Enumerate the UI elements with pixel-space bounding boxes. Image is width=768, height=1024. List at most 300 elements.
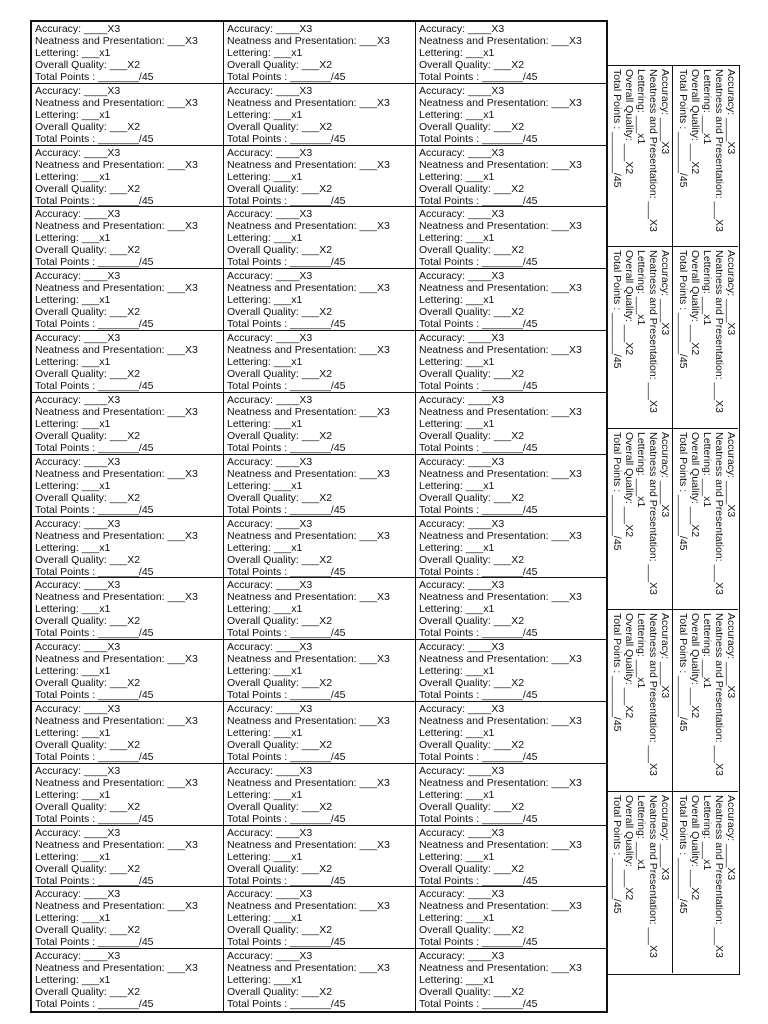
score-card: [32, 146, 224, 208]
overall-quality-line: Overall Quality: ___X2: [419, 491, 525, 504]
neatness-line: Neatness and Presentation: ___X3: [227, 405, 390, 418]
lettering-line: Lettering: ___x1: [419, 108, 495, 121]
neatness-line: Neatness and Presentation: ___X3: [713, 250, 725, 414]
accuracy-line: Accuracy: ____X3: [725, 431, 737, 518]
score-card: [224, 949, 416, 1011]
accuracy-line: Accuracy: ____X3: [35, 270, 121, 283]
score-card: [32, 702, 224, 764]
score-card: [416, 84, 606, 146]
lettering-line: Lettering: ___x1: [227, 356, 303, 369]
neatness-line: Neatness and Presentation: ___X3: [647, 250, 659, 414]
rotated-card-block: [607, 610, 738, 791]
overall-quality-line: Overall Quality: ___X2: [227, 368, 333, 381]
overall-quality-line: Overall Quality: ___X2: [35, 738, 141, 751]
lettering-line: Lettering: ___x1: [419, 603, 495, 616]
neatness-line: Neatness and Presentation: ___X3: [35, 776, 198, 789]
accuracy-line: Accuracy: ____X3: [419, 641, 505, 654]
lettering-line: Lettering: ___x1: [35, 541, 111, 554]
overall-quality-line: Overall Quality: ___X2: [419, 615, 525, 628]
total-points-line: Total Points : _______/45: [227, 874, 346, 887]
neatness-line: Neatness and Presentation: ___X3: [227, 529, 390, 542]
accuracy-line: Accuracy: ____X3: [419, 950, 505, 963]
score-card: [224, 207, 416, 269]
accuracy-line: Accuracy: ____X3: [35, 84, 121, 97]
total-points-line: Total Points : _______/45: [227, 71, 346, 83]
score-card: [224, 331, 416, 393]
overall-quality-line: Overall Quality: ___X2: [227, 306, 333, 319]
score-card: [224, 146, 416, 208]
overall-quality-line: Overall Quality: ___X2: [227, 862, 333, 875]
overall-quality-line: Overall Quality: ___X2: [419, 306, 525, 319]
score-card: [32, 455, 224, 517]
neatness-line: Neatness and Presentation: ___X3: [713, 613, 725, 777]
total-points-line: Total Points : _______/45: [35, 936, 154, 949]
lettering-line: Lettering: ___x1: [227, 788, 303, 801]
total-points-line: Total Points : _______/45: [611, 250, 623, 369]
lettering-line: Lettering: ___x1: [227, 665, 303, 678]
lettering-line: Lettering: ___x1: [227, 479, 303, 492]
overall-quality-line: Overall Quality: ___X2: [227, 553, 333, 566]
score-card: [224, 269, 416, 331]
lettering-line: Lettering: ___x1: [35, 417, 111, 430]
total-points-line: Total Points : _______/45: [227, 936, 346, 949]
accuracy-line: Accuracy: ____X3: [419, 393, 505, 406]
neatness-line: Neatness and Presentation: ___X3: [35, 282, 198, 295]
lettering-line: Lettering: ___x1: [227, 850, 303, 863]
neatness-line: Neatness and Presentation: ___X3: [227, 220, 390, 233]
neatness-line: Neatness and Presentation: ___X3: [227, 714, 390, 727]
score-card: [416, 826, 606, 888]
accuracy-line: Accuracy: ____X3: [35, 208, 121, 221]
accuracy-line: Accuracy: ____X3: [659, 431, 671, 518]
total-points-line: Total Points : _______/45: [419, 194, 538, 207]
lettering-line: Lettering: ___x1: [35, 603, 111, 616]
total-points-line: Total Points : _______/45: [419, 380, 538, 393]
neatness-line: Neatness and Presentation: ___X3: [227, 653, 390, 666]
total-points-line: Total Points : _______/45: [419, 874, 538, 887]
lettering-line: Lettering: ___x1: [419, 356, 495, 369]
lettering-line: Lettering: ___x1: [35, 726, 111, 739]
neatness-line: Neatness and Presentation: ___X3: [35, 591, 198, 604]
score-card: [224, 578, 416, 640]
neatness-line: Neatness and Presentation: ___X3: [419, 344, 582, 357]
accuracy-line: Accuracy: ____X3: [419, 517, 505, 530]
lettering-line: Lettering: ___x1: [227, 170, 303, 183]
accuracy-line: Accuracy: ____X3: [659, 613, 671, 699]
lettering-line: Lettering: ___x1: [419, 232, 495, 245]
score-card: [416, 949, 606, 1011]
rotated-score-card: [672, 610, 739, 790]
neatness-line: Neatness and Presentation: ___X3: [647, 431, 659, 595]
score-card: [416, 22, 606, 84]
lettering-line: Lettering: ___x1: [35, 232, 111, 245]
total-points-line: Total Points : _______/45: [677, 613, 689, 732]
accuracy-line: Accuracy: ____X3: [35, 455, 121, 468]
neatness-line: Neatness and Presentation: ___X3: [35, 96, 198, 109]
neatness-line: Neatness and Presentation: ___X3: [35, 900, 198, 913]
lettering-line: Lettering: ___x1: [419, 47, 495, 59]
score-card: [32, 764, 224, 826]
rotated-score-card: [672, 247, 739, 427]
rotated-card-block: [607, 792, 738, 973]
accuracy-line: Accuracy: ____X3: [35, 826, 121, 839]
total-points-line: Total Points : _______/45: [35, 503, 154, 516]
total-points-line: Total Points : _______/45: [35, 812, 154, 825]
overall-quality-line: Overall Quality: ___X2: [35, 553, 141, 566]
neatness-line: Neatness and Presentation: ___X3: [419, 776, 582, 789]
lettering-line: Lettering: ___x1: [35, 479, 111, 492]
score-card: [32, 887, 224, 949]
score-card: [32, 949, 224, 1011]
score-card: [416, 331, 606, 393]
score-card: [224, 22, 416, 84]
total-points-line: Total Points : _______/45: [611, 794, 623, 914]
overall-quality-line: Overall Quality: ___X2: [623, 431, 635, 537]
lettering-line: Lettering: ___x1: [227, 974, 303, 987]
overall-quality-line: Overall Quality: ___X2: [227, 677, 333, 690]
rotated-score-card: [607, 792, 673, 973]
accuracy-line: Accuracy: ____X3: [35, 950, 121, 963]
overall-quality-line: Overall Quality: ___X2: [623, 794, 635, 900]
total-points-line: Total Points : _______/45: [227, 380, 346, 393]
rotated-score-card: [607, 247, 673, 427]
score-card: [32, 331, 224, 393]
overall-quality-line: Overall Quality: ___X2: [419, 244, 525, 257]
overall-quality-line: Overall Quality: ___X2: [227, 491, 333, 504]
score-card: [32, 22, 224, 84]
accuracy-line: Accuracy: ____X3: [227, 393, 313, 406]
total-points-line: Total Points : _______/45: [419, 689, 538, 702]
neatness-line: Neatness and Presentation: ___X3: [419, 653, 582, 666]
total-points-line: Total Points : _______/45: [35, 627, 154, 640]
lettering-line: Lettering: ___x1: [635, 250, 647, 326]
lettering-line: Lettering: ___x1: [35, 170, 111, 183]
total-points-line: Total Points : _______/45: [419, 318, 538, 331]
score-card: [416, 455, 606, 517]
total-points-line: Total Points : _______/45: [227, 503, 346, 516]
score-card: [224, 455, 416, 517]
accuracy-line: Accuracy: ____X3: [35, 702, 121, 715]
total-points-line: Total Points : _______/45: [677, 250, 689, 369]
neatness-line: Neatness and Presentation: ___X3: [227, 35, 390, 47]
neatness-line: Neatness and Presentation: ___X3: [419, 96, 582, 109]
neatness-line: Neatness and Presentation: ___X3: [227, 467, 390, 480]
accuracy-line: Accuracy: ____X3: [35, 393, 121, 406]
accuracy-line: Accuracy: ____X3: [659, 69, 671, 155]
total-points-line: Total Points : _______/45: [35, 750, 154, 763]
overall-quality-line: Overall Quality: ___X2: [35, 306, 141, 319]
overall-quality-line: Overall Quality: ___X2: [35, 800, 141, 813]
accuracy-line: Accuracy: ____X3: [35, 146, 121, 159]
lettering-line: Lettering: ___x1: [227, 47, 303, 59]
lettering-line: Lettering: ___x1: [35, 788, 111, 801]
score-card: [416, 702, 606, 764]
lettering-line: Lettering: ___x1: [227, 726, 303, 739]
overall-quality-line: Overall Quality: ___X2: [35, 120, 141, 133]
accuracy-line: Accuracy: ____X3: [227, 84, 313, 97]
neatness-line: Neatness and Presentation: ___X3: [227, 962, 390, 975]
total-points-line: Total Points : _______/45: [419, 936, 538, 949]
overall-quality-line: Overall Quality: ___X2: [419, 862, 525, 875]
neatness-line: Neatness and Presentation: ___X3: [647, 794, 659, 958]
rotated-score-card: [672, 429, 739, 609]
total-points-line: Total Points : _______/45: [35, 194, 154, 207]
score-card: [416, 764, 606, 826]
overall-quality-line: Overall Quality: ___X2: [419, 59, 525, 71]
neatness-line: Neatness and Presentation: ___X3: [35, 344, 198, 357]
total-points-line: Total Points : _______/45: [227, 441, 346, 454]
neatness-line: Neatness and Presentation: ___X3: [419, 220, 582, 233]
rotated-card-block: [607, 429, 738, 610]
lettering-line: Lettering: ___x1: [227, 232, 303, 245]
score-card: [32, 826, 224, 888]
accuracy-line: Accuracy: ____X3: [725, 613, 737, 699]
accuracy-line: Accuracy: ____X3: [725, 250, 737, 336]
overall-quality-line: Overall Quality: ___X2: [227, 429, 333, 442]
total-points-line: Total Points : _______/45: [611, 69, 623, 188]
accuracy-line: Accuracy: ____X3: [35, 332, 121, 345]
accuracy-line: Accuracy: ____X3: [35, 517, 121, 530]
lettering-line: Lettering: ___x1: [419, 850, 495, 863]
total-points-line: Total Points : _______/45: [35, 565, 154, 578]
score-card: [32, 517, 224, 579]
neatness-line: Neatness and Presentation: ___X3: [227, 282, 390, 295]
score-card: [416, 269, 606, 331]
accuracy-line: Accuracy: ____X3: [419, 455, 505, 468]
neatness-line: Neatness and Presentation: ___X3: [713, 794, 725, 958]
neatness-line: Neatness and Presentation: ___X3: [419, 282, 582, 295]
overall-quality-line: Overall Quality: ___X2: [227, 244, 333, 257]
overall-quality-line: Overall Quality: ___X2: [419, 924, 525, 937]
overall-quality-line: Overall Quality: ___X2: [623, 69, 635, 175]
score-card: [32, 207, 224, 269]
overall-quality-line: Overall Quality: ___X2: [689, 431, 701, 537]
overall-quality-line: Overall Quality: ___X2: [689, 794, 701, 900]
overall-quality-line: Overall Quality: ___X2: [35, 986, 141, 999]
accuracy-line: Accuracy: ____X3: [227, 641, 313, 654]
accuracy-line: Accuracy: ____X3: [419, 332, 505, 345]
lettering-line: Lettering: ___x1: [227, 541, 303, 554]
overall-quality-line: Overall Quality: ___X2: [227, 924, 333, 937]
overall-quality-line: Overall Quality: ___X2: [689, 613, 701, 719]
neatness-line: Neatness and Presentation: ___X3: [647, 613, 659, 777]
rotated-score-card: [672, 66, 739, 246]
neatness-line: Neatness and Presentation: ___X3: [419, 962, 582, 975]
overall-quality-line: Overall Quality: ___X2: [623, 250, 635, 356]
total-points-line: Total Points : _______/45: [227, 194, 346, 207]
total-points-line: Total Points : _______/45: [419, 441, 538, 454]
lettering-line: Lettering: ___x1: [227, 912, 303, 925]
score-card: [416, 578, 606, 640]
accuracy-line: Accuracy: ____X3: [227, 146, 313, 159]
score-card-grid: [30, 20, 608, 1013]
overall-quality-line: Overall Quality: ___X2: [35, 862, 141, 875]
accuracy-line: Accuracy: ____X3: [659, 794, 671, 880]
overall-quality-line: Overall Quality: ___X2: [227, 800, 333, 813]
rotated-card-block: [607, 66, 738, 247]
accuracy-line: Accuracy: ____X3: [35, 641, 121, 654]
overall-quality-line: Overall Quality: ___X2: [419, 553, 525, 566]
score-card: [224, 764, 416, 826]
score-card: [224, 84, 416, 146]
lettering-line: Lettering: ___x1: [35, 665, 111, 678]
total-points-line: Total Points : _______/45: [35, 998, 154, 1011]
overall-quality-line: Overall Quality: ___X2: [35, 368, 141, 381]
score-card: [32, 84, 224, 146]
total-points-line: Total Points : _______/45: [227, 812, 346, 825]
score-card: [224, 887, 416, 949]
accuracy-line: Accuracy: ____X3: [419, 888, 505, 901]
rotated-score-card: [672, 792, 739, 973]
total-points-line: Total Points : _______/45: [227, 998, 346, 1011]
overall-quality-line: Overall Quality: ___X2: [419, 182, 525, 195]
accuracy-line: Accuracy: ____X3: [227, 579, 313, 592]
lettering-line: Lettering: ___x1: [701, 250, 713, 326]
neatness-line: Neatness and Presentation: ___X3: [419, 529, 582, 542]
overall-quality-line: Overall Quality: ___X2: [227, 120, 333, 133]
score-card: [416, 393, 606, 455]
total-points-line: Total Points : _______/45: [419, 812, 538, 825]
lettering-line: Lettering: ___x1: [419, 665, 495, 678]
total-points-line: Total Points : _______/45: [227, 689, 346, 702]
score-card: [32, 578, 224, 640]
rotated-score-card-strip: [606, 65, 740, 975]
neatness-line: Neatness and Presentation: ___X3: [35, 220, 198, 233]
accuracy-line: Accuracy: ____X3: [419, 146, 505, 159]
lettering-line: Lettering: ___x1: [35, 912, 111, 925]
overall-quality-line: Overall Quality: ___X2: [35, 677, 141, 690]
accuracy-line: Accuracy: ____X3: [227, 764, 313, 777]
total-points-line: Total Points : _______/45: [419, 627, 538, 640]
total-points-line: Total Points : _______/45: [35, 689, 154, 702]
overall-quality-line: Overall Quality: ___X2: [35, 59, 141, 71]
accuracy-line: Accuracy: ____X3: [419, 764, 505, 777]
score-card: [224, 640, 416, 702]
accuracy-line: Accuracy: ____X3: [227, 888, 313, 901]
total-points-line: Total Points : _______/45: [35, 132, 154, 145]
neatness-line: Neatness and Presentation: ___X3: [419, 405, 582, 418]
overall-quality-line: Overall Quality: ___X2: [689, 69, 701, 175]
score-card: [224, 393, 416, 455]
lettering-line: Lettering: ___x1: [701, 431, 713, 508]
accuracy-line: Accuracy: ____X3: [227, 950, 313, 963]
score-card: [32, 269, 224, 331]
total-points-line: Total Points : _______/45: [35, 380, 154, 393]
total-points-line: Total Points : _______/45: [227, 565, 346, 578]
accuracy-line: Accuracy: ____X3: [227, 270, 313, 283]
accuracy-line: Accuracy: ____X3: [227, 702, 313, 715]
total-points-line: Total Points : _______/45: [677, 794, 689, 914]
lettering-line: Lettering: ___x1: [419, 170, 495, 183]
total-points-line: Total Points : _______/45: [227, 627, 346, 640]
accuracy-line: Accuracy: ____X3: [35, 23, 121, 35]
neatness-line: Neatness and Presentation: ___X3: [419, 900, 582, 913]
accuracy-line: Accuracy: ____X3: [419, 270, 505, 283]
score-card: [416, 887, 606, 949]
lettering-line: Lettering: ___x1: [227, 108, 303, 121]
overall-quality-line: Overall Quality: ___X2: [419, 677, 525, 690]
overall-quality-line: Overall Quality: ___X2: [227, 986, 333, 999]
overall-quality-line: Overall Quality: ___X2: [227, 59, 333, 71]
overall-quality-line: Overall Quality: ___X2: [35, 615, 141, 628]
overall-quality-line: Overall Quality: ___X2: [227, 738, 333, 751]
neatness-line: Neatness and Presentation: ___X3: [419, 591, 582, 604]
neatness-line: Neatness and Presentation: ___X3: [647, 69, 659, 232]
score-card: [416, 640, 606, 702]
neatness-line: Neatness and Presentation: ___X3: [419, 714, 582, 727]
accuracy-line: Accuracy: ____X3: [227, 208, 313, 221]
lettering-line: Lettering: ___x1: [35, 108, 111, 121]
neatness-line: Neatness and Presentation: ___X3: [227, 776, 390, 789]
lettering-line: Lettering: ___x1: [35, 294, 111, 307]
accuracy-line: Accuracy: ____X3: [419, 208, 505, 221]
overall-quality-line: Overall Quality: ___X2: [35, 924, 141, 937]
total-points-line: Total Points : _______/45: [419, 132, 538, 145]
accuracy-line: Accuracy: ____X3: [227, 826, 313, 839]
lettering-line: Lettering: ___x1: [35, 850, 111, 863]
lettering-line: Lettering: ___x1: [35, 47, 111, 59]
neatness-line: Neatness and Presentation: ___X3: [35, 35, 198, 47]
lettering-line: Lettering: ___x1: [419, 294, 495, 307]
lettering-line: Lettering: ___x1: [227, 294, 303, 307]
accuracy-line: Accuracy: ____X3: [35, 888, 121, 901]
lettering-line: Lettering: ___x1: [635, 431, 647, 508]
total-points-line: Total Points : _______/45: [419, 71, 538, 83]
total-points-line: Total Points : _______/45: [227, 318, 346, 331]
accuracy-line: Accuracy: ____X3: [227, 23, 313, 35]
neatness-line: Neatness and Presentation: ___X3: [35, 838, 198, 851]
neatness-line: Neatness and Presentation: ___X3: [35, 653, 198, 666]
score-card: [32, 640, 224, 702]
neatness-line: Neatness and Presentation: ___X3: [35, 714, 198, 727]
total-points-line: Total Points : _______/45: [419, 256, 538, 269]
accuracy-line: Accuracy: ____X3: [725, 69, 737, 155]
overall-quality-line: Overall Quality: ___X2: [35, 244, 141, 257]
overall-quality-line: Overall Quality: ___X2: [227, 182, 333, 195]
total-points-line: Total Points : _______/45: [35, 441, 154, 454]
lettering-line: Lettering: ___x1: [419, 788, 495, 801]
total-points-line: Total Points : _______/45: [35, 71, 154, 83]
overall-quality-line: Overall Quality: ___X2: [623, 613, 635, 719]
total-points-line: Total Points : _______/45: [35, 318, 154, 331]
neatness-line: Neatness and Presentation: ___X3: [227, 591, 390, 604]
score-card: [416, 146, 606, 208]
lettering-line: Lettering: ___x1: [701, 613, 713, 689]
total-points-line: Total Points : _______/45: [419, 503, 538, 516]
total-points-line: Total Points : _______/45: [677, 69, 689, 188]
total-points-line: Total Points : _______/45: [35, 874, 154, 887]
neatness-line: Neatness and Presentation: ___X3: [713, 431, 725, 595]
accuracy-line: Accuracy: ____X3: [419, 702, 505, 715]
lettering-line: Lettering: ___x1: [227, 603, 303, 616]
overall-quality-line: Overall Quality: ___X2: [419, 429, 525, 442]
neatness-line: Neatness and Presentation: ___X3: [35, 529, 198, 542]
overall-quality-line: Overall Quality: ___X2: [419, 738, 525, 751]
neatness-line: Neatness and Presentation: ___X3: [419, 35, 582, 47]
rotated-card-block: [607, 247, 738, 428]
total-points-line: Total Points : _______/45: [611, 613, 623, 732]
neatness-line: Neatness and Presentation: ___X3: [227, 344, 390, 357]
overall-quality-line: Overall Quality: ___X2: [419, 986, 525, 999]
lettering-line: Lettering: ___x1: [419, 479, 495, 492]
accuracy-line: Accuracy: ____X3: [227, 455, 313, 468]
overall-quality-line: Overall Quality: ___X2: [419, 120, 525, 133]
lettering-line: Lettering: ___x1: [227, 417, 303, 430]
lettering-line: Lettering: ___x1: [701, 794, 713, 870]
overall-quality-line: Overall Quality: ___X2: [419, 800, 525, 813]
total-points-line: Total Points : _______/45: [419, 750, 538, 763]
total-points-line: Total Points : _______/45: [677, 431, 689, 551]
